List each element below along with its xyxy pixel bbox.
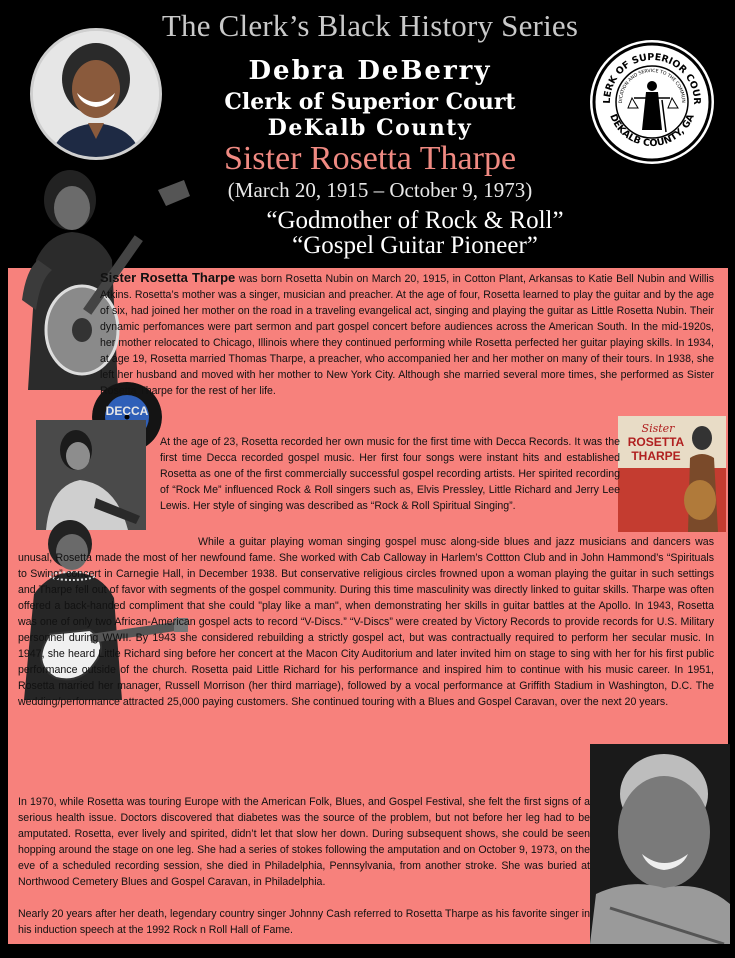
court-seal xyxy=(588,38,716,166)
album-cover-icon xyxy=(618,416,726,532)
bio-paragraph-early-life-text: was born Rosetta Nubin on March 20, 1915, in Cotton Plant, Arkansas to Katie Bell Nubin and Willis Atkins. Rosetta’s mother was a singer, musician and preacher. At the age of four, Rosetta learned to play the guitar and by the age of six, had joined her mother on the road in a traveling evangelical act, singing and playing the guitar as Little Rosetta Nubin. Their dynamic perfomances were part sermon and part gospel concert before audiences across the American South. In the mid-1920s, her mother relocated to Chicago, Illinois where they continued performing while Rosetta perfected her guitar playing skills. In 1934, at age 19, Rosetta married Thomas Tharpe, a preacher, who accompanied her and her mother on many of their tours. In 1938, she left her husband and moved with her mother to New York City. Although she married several more times, she performed as Sister Rosetta Tharpe for the rest of her life. xyxy=(100,273,715,397)
bio-paragraph-decca: At the age of 23, Rosetta recorded her own music for the first time with Decca Records. It was the first time Decca recorded gospel music. Her first four songs were instant hits and established Rosetta as one of the first commercially successful gospel recording artists. Her spirited recording of “Rock Me” influenced Rock & Roll singers such as, Elvis Pressley, Little Richard and Jerry Lee Lewis. Her style of singing was described as “Rock & Roll Spiritual Singing”. xyxy=(160,436,620,512)
seal-icon xyxy=(588,38,716,166)
series-title: The Clerk’s Black History Series xyxy=(161,8,579,43)
nickname-pioneer: “Gospel Guitar Pioneer” xyxy=(292,232,538,259)
album-title-line1: ROSETTA xyxy=(627,435,685,449)
bio-paragraph-later-life: In 1970, while Rosetta was touring Europe with the American Folk, Blues, and Gospel Festival, she felt the first signs of a serious health issue. Doctors discovered that diabetes was the source of the problem, but not before her leg had to be amputated. Rosetta, ever lively and spirited, didn’t let that slow her down. During subsequent shows, she could be seen hopping around the stage on one leg. She had a series of stokes following the amputation and on October 9, 1973, on the eve of a scheduled recording session, she died in Philadelphia, Pennsylvania, from another stroke. She was buried at Northwood Cemetery Blues and Gospel Caravan, in Philadelphia. xyxy=(18,796,590,888)
bio-paragraph-legacy: Nearly 20 years after her death, legendary country singer Johnny Cash referred to Rosetta Tharpe as his favorite singer in his induction speech at the 1992 Rock n Roll Hall of Fame. xyxy=(18,908,590,936)
person-portrait-icon xyxy=(33,31,159,157)
nickname-godmother: “Godmother of Rock & Roll” xyxy=(266,207,564,234)
decca-label-text: DECCA xyxy=(105,404,149,418)
bio-paragraph-early-life xyxy=(100,270,714,399)
bio-paragraph-career-text: While a guitar playing woman singing gospel musc along-side blues and jazz musicians and dancers was unusal, Rosetta made the most of her newfound fame. She worked with Cab Calloway in Harlem’s Cottton Club and in John Hammond’s “Spirituals to Swing” concert in Carnegie Hall, in December 1938. But conservative religious circles frowned upon a woman playing the guitar in such settings and Tharpe fell out of favor with segments of the gospel community. During this time masculinity was directly linked to guitar skills. Tharpe was often offered a back-handed compliment that she could "play like a man", when demonstrating her skills in guitar battles at the Apollo. In 1943, Rosetta was one of only two African-American gospel acts to record “V-Discs.” “V-Discs” were created by Victory Records to provide records for U.S. Military personnel during WWII. By 1943 she considered rebuilding a strictly gospel act, but was contractually required to perform her secular music. In 1947, she heard Little Richard sing before her concert at the Macon City Auditorium and later invited him on stage to sing with her for his first public performance outside of the church. Rosetta paid Little Richard for his performance and inspired him to continue with his music career. In 1951, Rosetta married her manager, Russell Morrison (her third marriage), followed by a vocal performance at Griffith Stadium in Washington, D.C. The wedding/performance attracted 25,000 paying customers. She continued touring with a Blues and Gospel Caravan, over the next 20 years. xyxy=(18,536,714,708)
bio-paragraph-career xyxy=(18,534,714,710)
clerk-portrait xyxy=(30,28,162,160)
seal-text-top: LERK OF SUPERIOR COUR xyxy=(601,51,703,105)
county-name: DeKalb County xyxy=(267,115,473,141)
subject-name: Sister Rosetta Tharpe xyxy=(223,140,517,177)
clerk-title: Clerk of Superior Court xyxy=(224,89,516,115)
album-cover xyxy=(618,416,726,532)
album-title-line2: THARPE xyxy=(631,449,681,463)
older-woman-portrait-icon xyxy=(590,744,730,944)
seal-text-inner: DICATION AND SERVICE TO THE COMMUN xyxy=(618,68,686,104)
bio-lead-name: Sister Rosetta Tharpe xyxy=(100,270,236,285)
clerk-name: Debra DeBerry xyxy=(248,56,492,86)
seal-text-bottom: DEKALB COUNTY, GA xyxy=(607,112,697,150)
life-dates: (March 20, 1915 – October 9, 1973) xyxy=(227,178,533,202)
album-script-text: Sister xyxy=(641,422,675,435)
tharpe-later-portrait xyxy=(590,744,730,944)
